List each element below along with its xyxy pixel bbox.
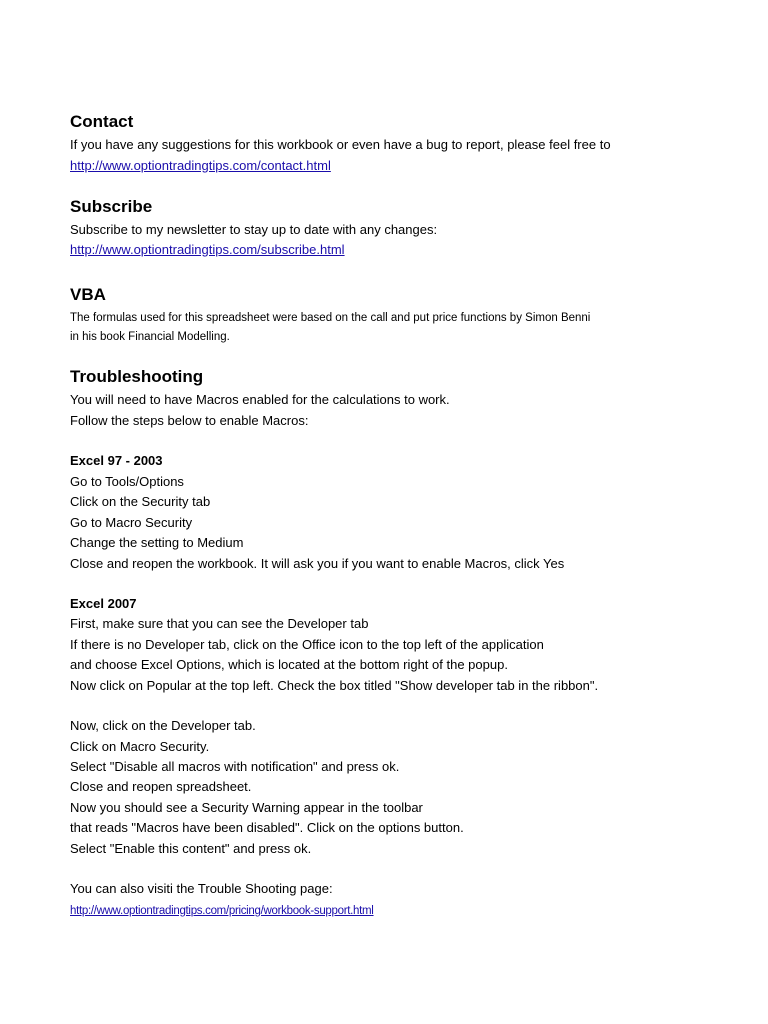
excel2007-step: If there is no Developer tab, click on the Office icon to the top left of the application <box>70 637 544 652</box>
document-page <box>70 0 641 1024</box>
visit-support-text: You can also visiti the Trouble Shooting page: <box>70 881 333 896</box>
vba-heading: VBA <box>70 285 106 304</box>
excel2007-step: Close and reopen spreadsheet. <box>70 779 252 794</box>
subscribe-text: Subscribe to my newsletter to stay up to date with any changes: <box>70 222 438 237</box>
excel2007-step: Click on Macro Security. <box>70 739 210 754</box>
excel97-step: Go to Tools/Options <box>70 474 184 489</box>
excel2007-step: and choose Excel Options, which is located at the bottom right of the popup. <box>70 657 508 672</box>
contact-text: If you have any suggestions for this workbook or even have a bug to report, please feel free to <box>70 137 611 152</box>
excel2007-step: Now click on Popular at the top left. Check the box titled "Show developer tab in the ribbon". <box>70 678 599 693</box>
excel2007-title: Excel 2007 <box>70 596 137 611</box>
subscribe-heading: Subscribe <box>70 197 153 216</box>
excel2007-step: Now you should see a Security Warning appear in the toolbar <box>70 800 423 815</box>
vba-text-line-2: in his book Financial Modelling. <box>70 331 230 343</box>
vba-text-line-1: The formulas used for this spreadsheet were based on the call and put price functions by Simon Benni <box>70 312 591 324</box>
excel2007-step: Select "Enable this content" and press ok. <box>70 841 312 856</box>
contact-link[interactable]: http://www.optiontradingtips.com/contact.html <box>70 158 331 173</box>
excel97-step: Go to Macro Security <box>70 515 193 530</box>
excel97-step: Close and reopen the workbook. It will ask you if you want to enable Macros, click Yes <box>70 556 565 571</box>
excel2007-step: First, make sure that you can see the Developer tab <box>70 616 369 631</box>
contact-heading: Contact <box>70 112 134 131</box>
excel2007-step: Select "Disable all macros with notification" and press ok. <box>70 759 400 774</box>
support-link[interactable]: http://www.optiontradingtips.com/pricing/workbook-support.html <box>70 905 374 917</box>
troubleshooting-intro: Follow the steps below to enable Macros: <box>70 413 309 428</box>
excel2007-step: that reads "Macros have been disabled". Click on the options button. <box>70 820 464 835</box>
excel97-step: Change the setting to Medium <box>70 535 244 550</box>
troubleshooting-heading: Troubleshooting <box>70 367 204 386</box>
subscribe-link[interactable]: http://www.optiontradingtips.com/subscribe.html <box>70 242 345 257</box>
excel2007-step: Now, click on the Developer tab. <box>70 718 256 733</box>
troubleshooting-intro: You will need to have Macros enabled for the calculations to work. <box>70 392 450 407</box>
excel97-title: Excel 97 - 2003 <box>70 453 163 468</box>
excel97-step: Click on the Security tab <box>70 494 211 509</box>
